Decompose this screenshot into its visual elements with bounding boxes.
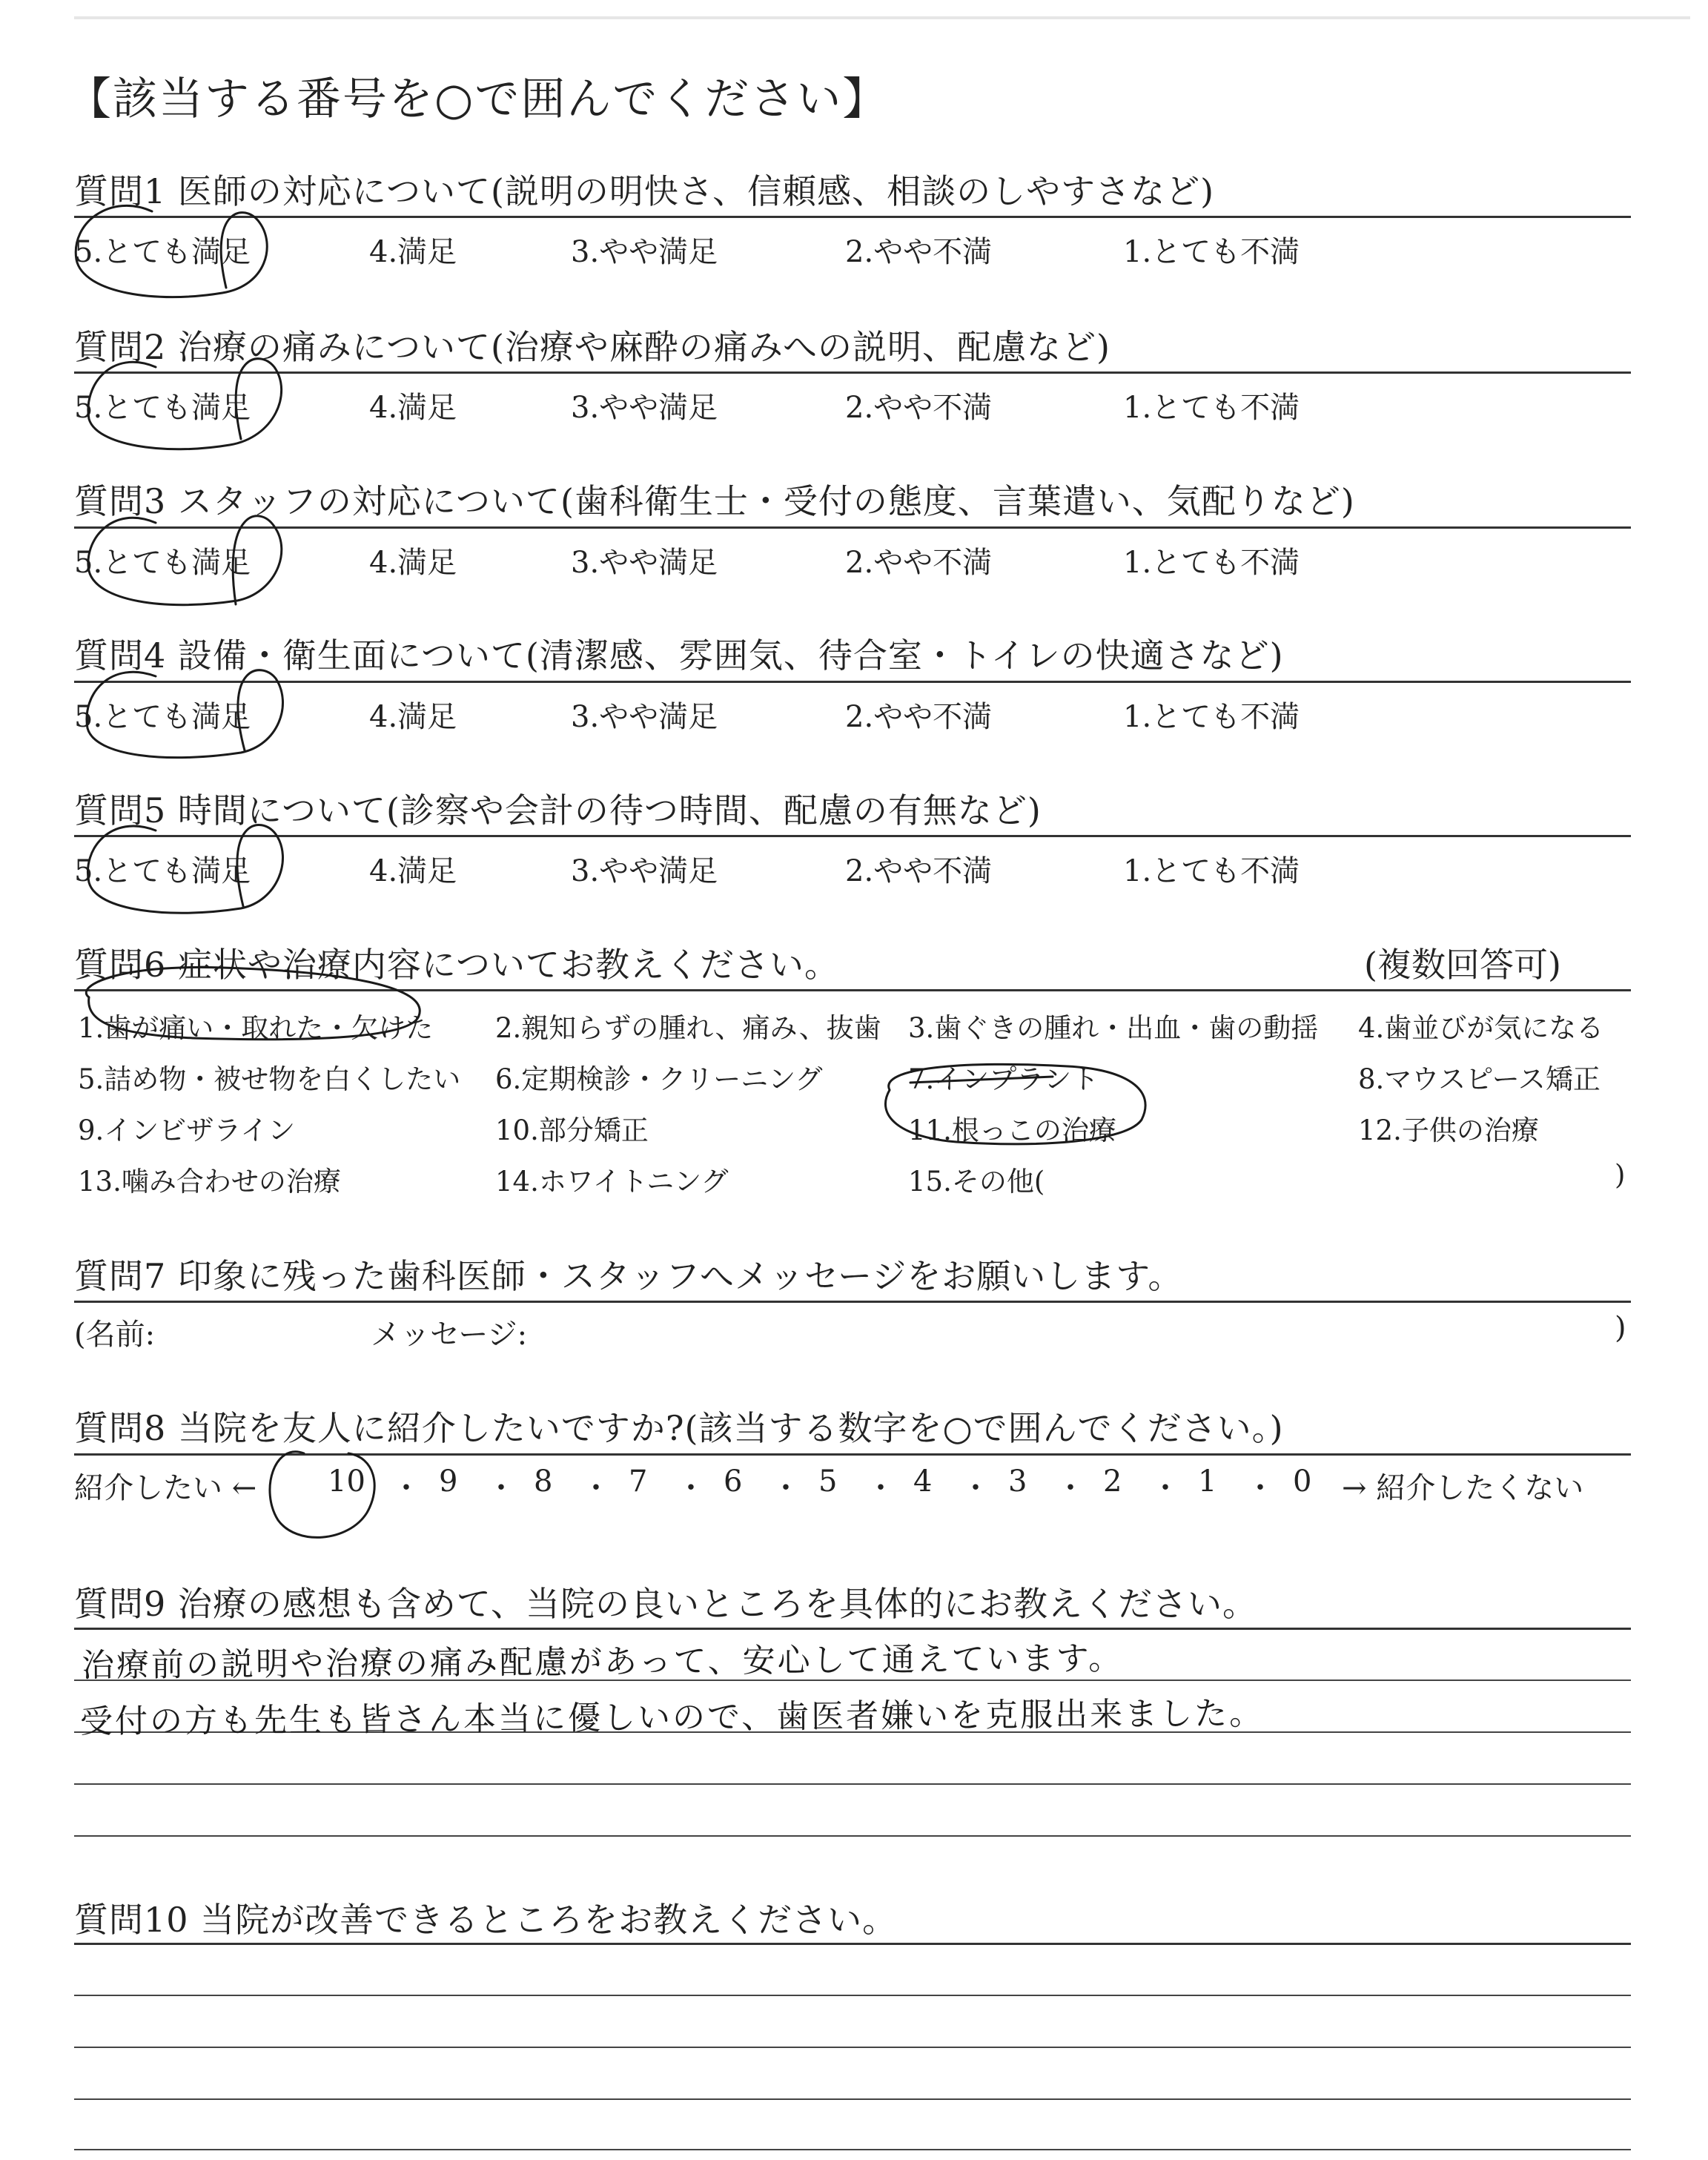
question-1-text: 質問1 医師の対応について(説明の明快さ、信頼感、相談のしやすさなど) (74, 171, 1215, 211)
scale-separator: ・ (486, 1471, 516, 1505)
scale-separator: ・ (961, 1471, 990, 1505)
scale-separator: ・ (391, 1471, 421, 1505)
symptom-option-9[interactable]: 9.インビザライン (78, 1114, 296, 1146)
question-9-text: 質問9 治療の感想も含めて、当院の良いところを具体的にお教えください。 (74, 1584, 1257, 1624)
message-row (74, 1311, 1631, 1353)
question-1-rule (74, 216, 1631, 218)
option-5[interactable]: 5.とても満足 (74, 391, 251, 425)
option-4[interactable]: 4.満足 (369, 700, 457, 734)
scale-left-label: 紹介したい ← (74, 1471, 257, 1505)
question-4-text: 質問4 設備・衛生面について(清潔感、雰囲気、待合室・トイレの快適さなど) (74, 635, 1284, 676)
question-8-rule (74, 1453, 1631, 1456)
multiple-answers-note: (複数回答可) (1364, 945, 1561, 985)
option-4[interactable]: 4.満足 (369, 235, 457, 269)
symptom-option-15[interactable]: 15.その他( (908, 1166, 1045, 1198)
name-label: (名前: (74, 1318, 156, 1352)
symptom-option-13[interactable]: 13.噛み合わせの治療 (78, 1166, 341, 1198)
symptom-option-2[interactable]: 2.親知らずの腫れ、痛み、抜歯 (495, 1012, 881, 1044)
top-edge-line (74, 16, 1690, 19)
option-4[interactable]: 4.満足 (369, 391, 457, 425)
option-5[interactable]: 5.とても満足 (74, 700, 251, 734)
question-7-text: 質問7 印象に残った歯科医師・スタッフへメッセージをお願いします。 (74, 1256, 1183, 1296)
answer-line (74, 2098, 1631, 2100)
question-2-options (74, 384, 1631, 426)
scale-separator: ・ (771, 1471, 801, 1505)
scale-value-3[interactable]: 3 (1008, 1464, 1027, 1499)
scale-value-1[interactable]: 1 (1198, 1464, 1217, 1499)
symptom-option-1[interactable]: 1.歯が痛い・取れた・欠けた (78, 1012, 434, 1044)
option-3[interactable]: 3.やや満足 (571, 391, 718, 425)
symptom-option-4[interactable]: 4.歯並びが気になる (1358, 1012, 1604, 1044)
symptom-option-10[interactable]: 10.部分矯正 (495, 1114, 649, 1146)
option-4[interactable]: 4.満足 (369, 546, 457, 580)
question-10-rule (74, 1943, 1631, 1945)
option-1[interactable]: 1.とても不満 (1123, 235, 1300, 269)
question-9-rule (74, 1628, 1631, 1630)
question-3-options (74, 539, 1631, 581)
question-1-options (74, 228, 1631, 270)
answer-line (74, 1995, 1631, 1996)
question-4-rule (74, 681, 1631, 683)
option-2[interactable]: 2.やや不満 (845, 235, 993, 269)
scale-separator: ・ (581, 1471, 611, 1505)
option-5[interactable]: 5.とても満足 (74, 854, 251, 888)
option-2[interactable]: 2.やや不満 (845, 700, 993, 734)
question-3-rule (74, 526, 1631, 529)
option-1[interactable]: 1.とても不満 (1123, 854, 1300, 888)
scale-value-6[interactable]: 6 (724, 1464, 743, 1499)
option-5[interactable]: 5.とても満足 (74, 235, 251, 269)
question-5-rule (74, 835, 1631, 837)
answer-line (74, 2047, 1631, 2048)
scale-separator: ・ (1245, 1471, 1275, 1505)
scale-value-8[interactable]: 8 (534, 1464, 553, 1499)
question-8-text: 質問8 当院を友人に紹介したいですか?(該当する数字を○で囲んでください。) (74, 1408, 1284, 1448)
question-10-text: 質問10 当院が改善できるところをお教えください。 (74, 1900, 898, 1940)
option-1[interactable]: 1.とても不満 (1123, 546, 1300, 580)
scale-value-4[interactable]: 4 (913, 1464, 933, 1499)
answer-line (74, 2149, 1631, 2150)
other-close-paren: ) (1615, 1159, 1626, 1191)
option-5[interactable]: 5.とても満足 (74, 546, 251, 580)
scale-value-5[interactable]: 5 (818, 1464, 838, 1499)
recommend-scale (74, 1464, 1631, 1509)
handwritten-answer-line-1: 治療前の説明や治療の痛み配慮があって、安心して通えています。 (81, 1639, 1124, 1685)
option-3[interactable]: 3.やや満足 (571, 546, 718, 580)
option-2[interactable]: 2.やや不満 (845, 391, 993, 425)
message-close-paren: ) (1615, 1311, 1626, 1345)
option-4[interactable]: 4.満足 (369, 854, 457, 888)
symptom-option-3[interactable]: 3.歯ぐきの腫れ・出血・歯の動揺 (908, 1012, 1319, 1044)
question-3-text: 質問3 スタッフの対応について(歯科衛生士・受付の態度、言葉遣い、気配りなど) (74, 481, 1355, 521)
scale-value-10[interactable]: 10 (328, 1464, 365, 1499)
scale-right-label: → 紹介したくない (1342, 1471, 1584, 1505)
question-2-text: 質問2 治療の痛みについて(治療や麻酔の痛みへの説明、配慮など) (74, 327, 1110, 367)
scale-value-2[interactable]: 2 (1103, 1464, 1122, 1499)
scale-separator: ・ (1151, 1471, 1180, 1505)
symptom-option-14[interactable]: 14.ホワイトニング (495, 1166, 729, 1198)
message-label[interactable]: メッセージ: (371, 1318, 528, 1352)
question-6-text: 質問6 症状や治療内容についてお教えください。 (74, 945, 839, 985)
symptom-option-8[interactable]: 8.マウスピース矯正 (1358, 1063, 1601, 1095)
scale-separator: ・ (866, 1471, 896, 1505)
option-2[interactable]: 2.やや不満 (845, 854, 993, 888)
symptom-option-11[interactable]: 11.根っこの治療 (908, 1114, 1116, 1146)
symptom-option-5[interactable]: 5.詰め物・被せ物を白くしたい (78, 1063, 461, 1095)
scale-value-7[interactable]: 7 (629, 1464, 648, 1499)
page-title: 【該当する番号を○で囲んでください】 (67, 73, 889, 125)
answer-line (74, 1783, 1631, 1785)
option-3[interactable]: 3.やや満足 (571, 700, 718, 734)
question-7-rule (74, 1301, 1631, 1303)
option-1[interactable]: 1.とても不満 (1123, 700, 1300, 734)
option-3[interactable]: 3.やや満足 (571, 235, 718, 269)
question-2-rule (74, 371, 1631, 374)
scale-value-0[interactable]: 0 (1293, 1464, 1312, 1499)
question-5-text: 質問5 時間について(診察や会計の待つ時間、配慮の有無など) (74, 790, 1042, 830)
answer-line (74, 1835, 1631, 1837)
scale-separator: ・ (1056, 1471, 1085, 1505)
symptom-option-7[interactable]: 7.インプラント (908, 1063, 1099, 1095)
question-6-rule (74, 989, 1631, 991)
scale-value-9[interactable]: 9 (439, 1464, 458, 1499)
handwritten-answer-line-2: 受付の方も先生も皆さん本当に優しいので、歯医者嫌いを克服出来ました。 (79, 1694, 1265, 1741)
question-4-options (74, 693, 1631, 735)
question-5-options (74, 848, 1631, 889)
option-3[interactable]: 3.やや満足 (571, 854, 718, 888)
symptom-option-12[interactable]: 12.子供の治療 (1358, 1114, 1539, 1146)
scale-separator: ・ (676, 1471, 706, 1505)
symptom-option-6[interactable]: 6.定期検診・クリーニング (495, 1063, 823, 1095)
option-2[interactable]: 2.やや不満 (845, 546, 993, 580)
option-1[interactable]: 1.とても不満 (1123, 391, 1300, 425)
